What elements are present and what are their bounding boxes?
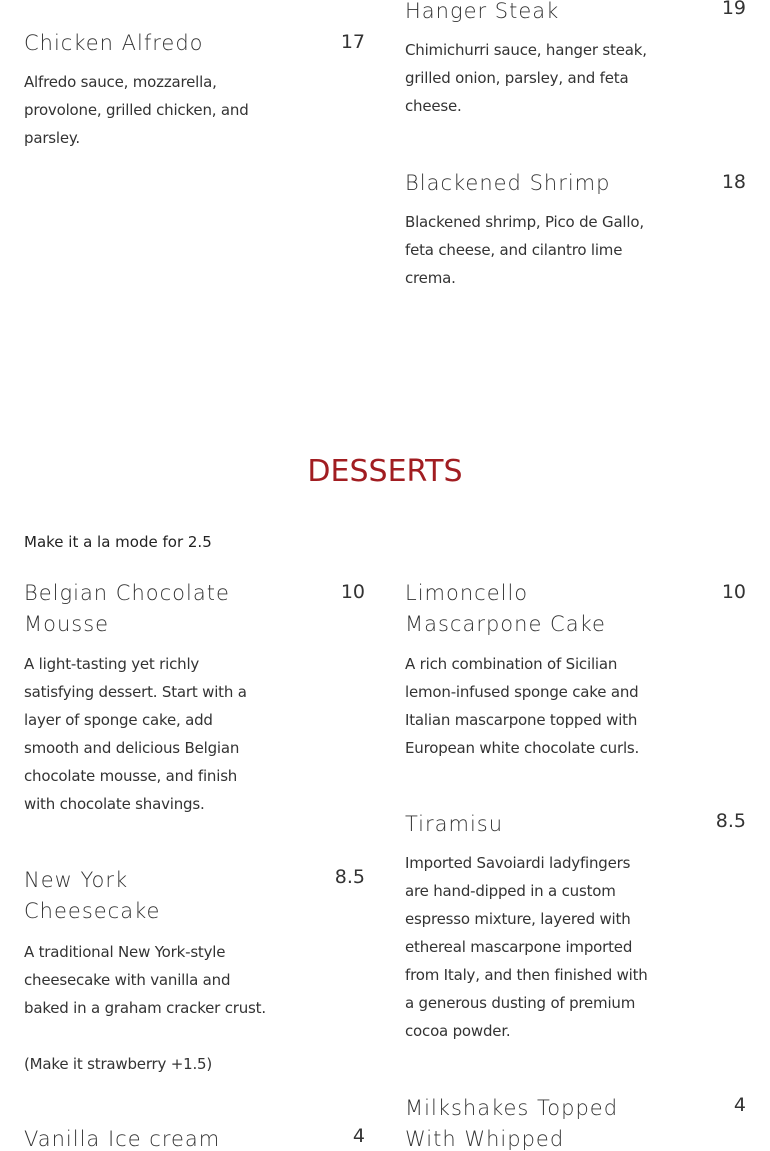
menu-item-description: A light-tasting yet richly satisfying dessert. Start with a layer of sponge cake, add smooth and delicious Belgian chocolate mousse, and finish with chocolate shavings. (24, 655, 247, 813)
menu-item-description: A rich combination of Sicilian lemon-infused sponge cake and Italian mascarpone topped with European white chocolate curls. (405, 655, 640, 757)
menu-item-vanilla-ice-cream (24, 1124, 365, 1151)
menu-item-name: New York Cheesecake (24, 868, 161, 923)
menu-item-price: 4 (733, 1094, 746, 1116)
menu-item-description: A traditional New York-style cheesecake with vanilla and baked in a graham cracker crust. (24, 943, 266, 1017)
section-title-desserts: DESSERTS (307, 454, 463, 489)
menu-item-price: 10 (340, 581, 365, 603)
menu-item-price: 8.5 (715, 810, 746, 832)
menu-item-name: Blackened Shrimp (405, 171, 611, 195)
section-note: Make it a la mode for 2.5 (24, 533, 212, 551)
menu-item-price: 10 (721, 581, 746, 603)
menu-item-description: Blackened shrimp, Pico de Gallo, feta cheese, and cilantro lime crema. (405, 213, 644, 287)
menu-item-description: Chimichurri sauce, hanger steak, grilled onion, parsley, and feta cheese. (405, 41, 647, 115)
menu-item-name: Milkshakes Topped With Whipped (405, 1096, 619, 1151)
menu-item-description: Alfredo sauce, mozzarella, provolone, grilled chicken, and parsley. (24, 73, 249, 147)
menu-item-price: 8.5 (334, 866, 365, 888)
menu-item-tiramisu (405, 809, 746, 1049)
menu-item-blackened-shrimp (405, 168, 746, 298)
menu-item-milkshakes (405, 1093, 746, 1151)
menu-item-price: 19 (721, 0, 746, 19)
menu-item-price: 17 (340, 31, 365, 53)
menu-item-name: Tiramisu (405, 812, 504, 836)
menu-item-description: Imported Savoiardi ladyfingers are hand-dipped in a custom espresso mixture, layered with ethereal mascarpone imported from Italy, and then finished with a generous dusting of premium cocoa powder. (405, 854, 648, 1040)
menu-item-name: Vanilla Ice cream (24, 1127, 221, 1151)
menu-item-new-york-cheesecake (24, 865, 365, 1085)
menu-item-name: Limoncello Mascarpone Cake (405, 581, 606, 636)
menu-item-price: 4 (352, 1125, 365, 1147)
menu-item-note: (Make it strawberry +1.5) (24, 1055, 213, 1073)
menu-item-chicken-alfredo (24, 28, 365, 158)
menu-item-name: Hanger Steak (405, 0, 560, 23)
menu-item-name: Chicken Alfredo (24, 31, 204, 55)
menu-item-belgian-chocolate-mousse (24, 578, 365, 818)
menu-item-price: 18 (721, 171, 746, 193)
menu-item-hanger-steak (405, 0, 746, 126)
menu-item-limoncello-mascarpone-cake (405, 578, 746, 768)
menu-item-name: Belgian Chocolate Mousse (24, 581, 230, 636)
